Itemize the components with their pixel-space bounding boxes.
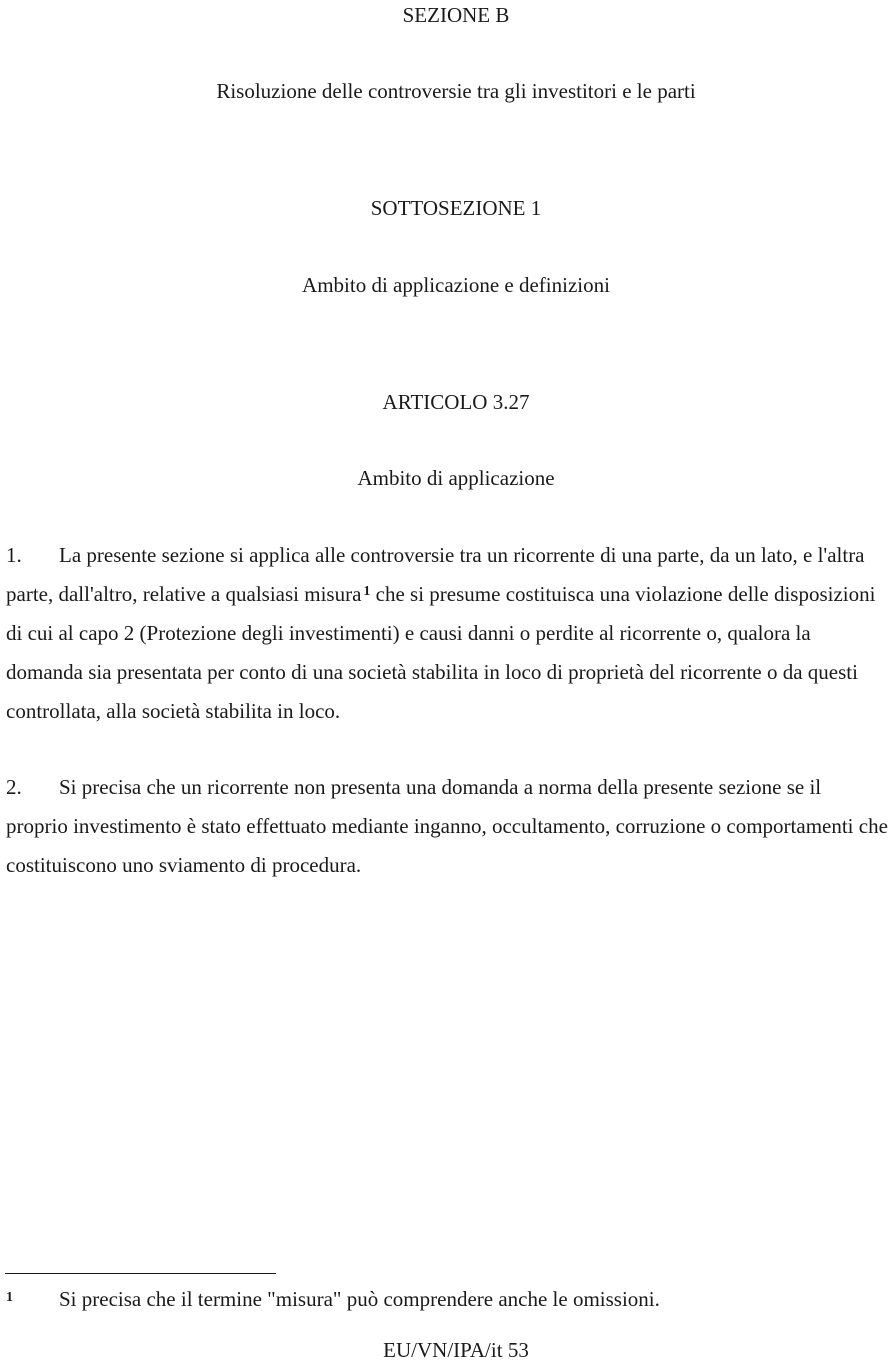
paragraph-1: [6, 536, 888, 731]
footnote: 1 Si precisa che il termine "misura" può comprendere anche le omissioni.: [6, 1287, 660, 1311]
paragraph-text: Si precisa che un ricorrente non presenta una domanda a norma della presente sezione se il proprio investimento è stato effettuato mediante inganno, occultamento, corruzione o comportamenti che costituiscono uno sviamento di procedura.: [6, 775, 888, 877]
footnote-reference[interactable]: 1: [363, 584, 371, 599]
footnote-text: Si precisa che il termine "misura" può comprendere anche le omissioni.: [59, 1287, 660, 1311]
paragraph-number: 1.: [6, 543, 22, 567]
paragraph-number: 2.: [6, 775, 22, 799]
section-heading: SEZIONE B: [402, 3, 510, 27]
subsection-title: Ambito di applicazione e definizioni: [302, 273, 610, 297]
paragraph-2: [6, 768, 888, 885]
subsection-heading: SOTTOSEZIONE 1: [370, 196, 542, 220]
paragraph-text-continued: che si presume costituisca una violazione delle disposizioni di cui al capo 2 (Protezione degli investimenti) e causi danni o perdite al ricorrente o, qualora la domanda sia presentata per conto di una società stabilita in loco di proprietà del ricorrente o da questi controllata, alla società stabilita in loco.: [6, 582, 876, 723]
article-heading: ARTICOLO 3.27: [382, 390, 530, 414]
footnote-separator: [5, 1273, 276, 1274]
article-title: Ambito di applicazione: [357, 466, 555, 490]
section-title: Risoluzione delle controversie tra gli investitori e le parti: [216, 79, 696, 103]
page-label: EU/VN/IPA/it 53: [383, 1338, 529, 1362]
paragraph-text: La presente sezione si applica alle controversie tra un ricorrente di una parte, da un lato, e l'altra parte, dall'altro, relative a qualsiasi misura: [6, 543, 865, 606]
